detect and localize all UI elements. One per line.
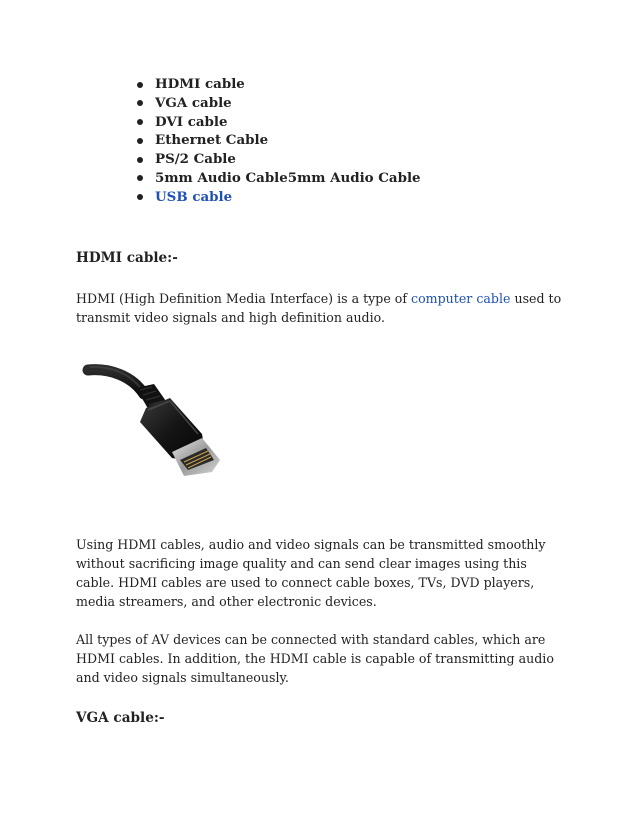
- hdmi-heading: HDMI cable:-: [76, 250, 178, 266]
- cable-list: [134, 75, 421, 207]
- list-item-label: HDMI cable: [155, 76, 245, 92]
- bullet-icon: [137, 119, 143, 125]
- hdmi-devices-paragraph: All types of AV devices can be connected with standard cables, which are HDMI cables. In addition, the HDMI cable is capable of transmitting audio and video signals simultaneously.: [76, 632, 554, 685]
- hdmi-intro-text: HDMI (High Definition Media Interface) is a type of: [76, 291, 412, 306]
- list-item-label: 5mm Audio Cable5mm Audio Cable: [155, 169, 421, 186]
- list-item-label: Ethernet Cable: [155, 132, 269, 149]
- list-item-label: PS/2 Cable: [155, 151, 236, 168]
- computer-cable-link[interactable]: computer cable: [411, 291, 511, 306]
- list-item-label: VGA cable: [155, 94, 232, 111]
- list-item: [134, 150, 421, 169]
- hdmi-intro-text-end: used to transmit video signals and high definition audio.: [76, 291, 562, 325]
- bullet-icon: [137, 100, 143, 106]
- bullet-icon: [137, 157, 143, 163]
- bullet-icon: [137, 138, 143, 144]
- vga-heading: VGA cable:-: [76, 710, 165, 726]
- bullet-icon: [137, 194, 143, 200]
- list-item: [134, 75, 421, 94]
- list-item: [134, 94, 421, 113]
- bullet-icon: [137, 82, 143, 88]
- hdmi-usage-paragraph: Using HDMI cables, audio and video signals can be transmitted smoothly without sacrificing image quality and can send clear images using this cable. HDMI cables are used to connect cable boxes, TVs, DVD players, media streamers, and other electronic devices.: [76, 537, 546, 609]
- list-item-usb[interactable]: [134, 188, 421, 207]
- list-item: [134, 131, 421, 150]
- hdmi-connector-image: [80, 360, 230, 486]
- hdmi-intro-paragraph: [76, 289, 566, 327]
- list-item: [134, 169, 421, 188]
- list-item: [134, 113, 421, 132]
- bullet-icon: [137, 175, 143, 181]
- list-item-label: DVI cable: [155, 113, 228, 130]
- usb-cable-link[interactable]: USB cable: [155, 188, 233, 205]
